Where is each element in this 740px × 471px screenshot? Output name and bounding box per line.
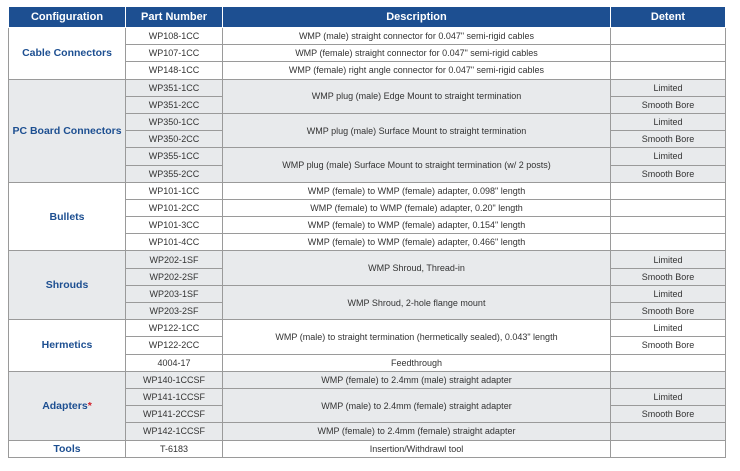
detent: Limited <box>611 388 726 405</box>
table-row <box>9 251 726 268</box>
part-number: WP122-1CC <box>126 320 223 337</box>
description: WMP (female) to 2.4mm (female) straight adapter <box>223 423 611 440</box>
config-label: Cable Connectors <box>9 28 126 80</box>
group-tools <box>9 440 726 457</box>
description: WMP (female) to WMP (female) adapter, 0.098" length <box>223 182 611 199</box>
group-adapters <box>9 371 726 440</box>
table-row <box>9 320 726 337</box>
group-bullets <box>9 182 726 251</box>
detent <box>611 199 726 216</box>
description: WMP (male) to straight termination (hermetically sealed), 0.043" length <box>223 320 611 354</box>
description: WMP (female) to 2.4mm (male) straight adapter <box>223 371 611 388</box>
header-detent: Detent <box>611 7 726 28</box>
part-number: WP203-1SF <box>126 285 223 302</box>
description: WMP (female) straight connector for 0.047" semi-rigid cables <box>223 45 611 62</box>
part-number: WP101-2CC <box>126 199 223 216</box>
part-number: WP122-2CC <box>126 337 223 354</box>
part-number: T-6183 <box>126 440 223 457</box>
group-shrouds <box>9 251 726 320</box>
table-row <box>9 28 726 45</box>
part-number: WP141-2CCSF <box>126 406 223 423</box>
description: WMP (female) to WMP (female) adapter, 0.466" length <box>223 234 611 251</box>
part-number: WP140-1CCSF <box>126 371 223 388</box>
part-number: WP350-1CC <box>126 113 223 130</box>
detent: Limited <box>611 79 726 96</box>
part-number: WP101-1CC <box>126 182 223 199</box>
description: WMP (male) straight connector for 0.047" semi-rigid cables <box>223 28 611 45</box>
description: WMP plug (male) Surface Mount to straight termination (w/ 2 posts) <box>223 148 611 182</box>
part-number: WP203-2SF <box>126 303 223 320</box>
detent <box>611 371 726 388</box>
detent: Smooth Bore <box>611 337 726 354</box>
detent: Smooth Bore <box>611 165 726 182</box>
config-label: Shrouds <box>9 251 126 320</box>
detent: Limited <box>611 148 726 165</box>
description: WMP Shroud, 2-hole flange mount <box>223 285 611 319</box>
asterisk-mark: * <box>87 399 92 412</box>
part-number: WP351-2CC <box>126 96 223 113</box>
group-cable-connectors <box>9 28 726 80</box>
config-label: Hermetics <box>9 320 126 372</box>
part-number: WP148-1CC <box>126 62 223 79</box>
part-number: WP202-2SF <box>126 268 223 285</box>
part-number: WP350-2CC <box>126 131 223 148</box>
detent: Limited <box>611 251 726 268</box>
description: WMP Shroud, Thread-in <box>223 251 611 285</box>
table-row <box>9 79 726 96</box>
config-label <box>9 371 126 440</box>
part-number: WP355-1CC <box>126 148 223 165</box>
detent: Smooth Bore <box>611 303 726 320</box>
part-number: WP142-1CCSF <box>126 423 223 440</box>
part-number: WP101-3CC <box>126 217 223 234</box>
header-row <box>9 7 726 28</box>
detent <box>611 217 726 234</box>
detent <box>611 440 726 457</box>
table-row <box>9 440 726 457</box>
description: WMP (female) to WMP (female) adapter, 0.154" length <box>223 217 611 234</box>
description: Insertion/Withdrawl tool <box>223 440 611 457</box>
config-label: PC Board Connectors <box>9 79 126 182</box>
header-description: Description <box>223 7 611 28</box>
detent: Limited <box>611 285 726 302</box>
part-number: WP351-1CC <box>126 79 223 96</box>
detent <box>611 62 726 79</box>
detent: Smooth Bore <box>611 406 726 423</box>
detent: Smooth Bore <box>611 131 726 148</box>
description: WMP (female) to WMP (female) adapter, 0.20" length <box>223 199 611 216</box>
part-number: WP108-1CC <box>126 28 223 45</box>
part-number: WP355-2CC <box>126 165 223 182</box>
part-number: WP141-1CCSF <box>126 388 223 405</box>
description: WMP (male) to 2.4mm (female) straight adapter <box>223 388 611 422</box>
header-configuration: Configuration <box>9 7 126 28</box>
adapters-label: Adapters <box>42 399 88 412</box>
config-label: Bullets <box>9 182 126 251</box>
detent: Smooth Bore <box>611 268 726 285</box>
header-part-number: Part Number <box>126 7 223 28</box>
detent <box>611 234 726 251</box>
description: WMP plug (male) Surface Mount to straight termination <box>223 113 611 147</box>
group-pc-board-connectors <box>9 79 726 182</box>
detent <box>611 423 726 440</box>
detent: Limited <box>611 320 726 337</box>
description: WMP (female) right angle connector for 0.047" semi-rigid cables <box>223 62 611 79</box>
part-number: WP107-1CC <box>126 45 223 62</box>
detent <box>611 28 726 45</box>
detent: Smooth Bore <box>611 96 726 113</box>
part-number: 4004-17 <box>126 354 223 371</box>
detent <box>611 182 726 199</box>
detent <box>611 45 726 62</box>
group-hermetics <box>9 320 726 372</box>
table-row <box>9 182 726 199</box>
description: Feedthrough <box>223 354 611 371</box>
detent <box>611 354 726 371</box>
detent: Limited <box>611 113 726 130</box>
part-number: WP101-4CC <box>126 234 223 251</box>
table-row <box>9 371 726 388</box>
product-table <box>8 6 726 458</box>
description: WMP plug (male) Edge Mount to straight termination <box>223 79 611 113</box>
part-number: WP202-1SF <box>126 251 223 268</box>
config-label: Tools <box>9 440 126 457</box>
